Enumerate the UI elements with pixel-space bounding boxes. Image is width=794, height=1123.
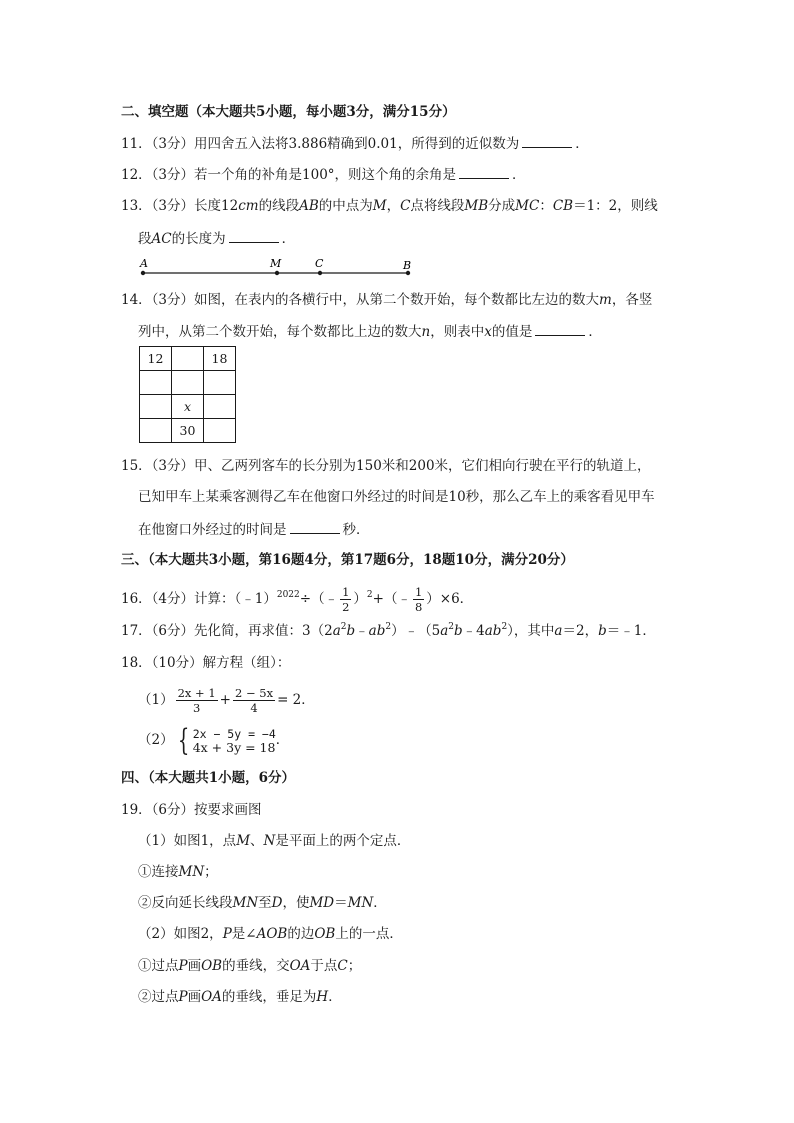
table-cell	[204, 395, 236, 419]
section-heading-4: 四、（本大题共1小题，6分）	[121, 770, 296, 786]
table-cell	[172, 371, 204, 395]
question-13-line-1: 13．（3分）长度12cm的线段AB的中点为M，C点将线段MB分成MC：CB＝1：2，则线	[121, 198, 658, 214]
answer-blank	[290, 520, 340, 534]
question-18: 18．（10分）解方程（组）：	[121, 655, 291, 671]
fraction-half: $\frac{1}{2}$	[342, 585, 350, 614]
question-15-line-1: 15．（3分）甲、乙两列客车的长分别为150米和200米，它们相向行驶在平行的轨道上，	[121, 458, 651, 474]
point-a-dot	[141, 271, 145, 275]
equation-system: 2x − 5y = −4 4x + 3y = 18	[192, 726, 276, 755]
fraction-left: $\frac{2x + 1}{3}$	[177, 686, 216, 715]
table-cell	[204, 419, 236, 443]
table-cell: 12	[140, 347, 172, 371]
point-c-dot	[318, 271, 322, 275]
question-19-step-3: ①过点P画OB的垂线，交OA于点C；	[138, 958, 362, 974]
section-heading-3: 三、（本大题共3小题，第16题4分，第17题6分，18题10分，满分20分）	[121, 552, 574, 568]
question-19-step-4: ②过点P画OA的垂线，垂足为H．	[138, 989, 342, 1005]
question-19-step-1: ①连接MN；	[138, 864, 218, 880]
number-table	[139, 346, 236, 443]
table-row	[140, 371, 236, 395]
table-cell	[140, 371, 172, 395]
question-18-part-2: （2） { 2x − 5y = −4 4x + 3y = 18 ．	[138, 722, 290, 758]
table-cell: x	[172, 395, 204, 419]
question-19-part-1: （1）如图1，点M、N是平面上的两个定点．	[138, 833, 411, 849]
question-17: 17．（6分）先化简，再求值：$3(2a^2b﹣ab^2)﹣(5a^2b﹣4ab^2)$，其中a＝2，b＝﹣1．	[121, 622, 656, 639]
question-19-part-2: （2）如图2，P是∠AOB的边OB上的一点．	[138, 926, 403, 942]
table-cell	[204, 371, 236, 395]
table-cell	[172, 347, 204, 371]
answer-blank	[229, 229, 279, 243]
point-c-label: C	[315, 257, 324, 270]
question-15-line-2: 已知甲车上某乘客测得乙车在他窗口外经过的时间是10秒，那么乙车上的乘客看见甲车	[138, 489, 655, 505]
table-cell: 30	[172, 419, 204, 443]
question-15-line-3: 在他窗口外经过的时间是 秒．	[138, 522, 370, 538]
question-18-part-1: （1） $\frac{2x + 1}{3}$ + $\frac{2 - 5x}{4}$ = 2．	[138, 686, 315, 715]
table-cell	[140, 419, 172, 443]
question-11: 11．（3分）用四舍五入法将3.886精确到0.01，所得到的近似数为 ．	[121, 136, 589, 152]
table-cell	[140, 395, 172, 419]
question-19-step-2: ②反向延长线段MN至D，使MD＝MN．	[138, 895, 387, 911]
answer-blank	[522, 134, 572, 148]
question-12: 12．（3分）若一个角的补角是100°，则这个角的余角是 ．	[121, 167, 526, 183]
question-19: 19．（6分）按要求画图	[121, 802, 262, 818]
question-13-line-2: 段AC的长度为 ．	[138, 231, 296, 247]
table-row	[140, 419, 236, 443]
question-16: 16．（4分）计算：（﹣1）$^{2022}$÷（﹣ $\frac{1}{2}$ ）$^2$+（﹣ $\frac{1}{8}$ ）×6．	[121, 585, 474, 614]
answer-blank	[459, 165, 509, 179]
fraction-eighth: $\frac{1}{8}$	[414, 585, 423, 614]
question-14-line-1: 14．（3分）如图，在表内的各横行中，从第二个数开始，每个数都比左边的数大m，各竖	[121, 292, 653, 308]
point-b-label: B	[403, 259, 412, 272]
fraction-right: $\frac{2 - 5x}{4}$	[234, 686, 274, 715]
brace-symbol: {	[177, 722, 189, 758]
question-14-line-2: 列中，从第二个数开始，每个数都比上边的数大n，则表中x的值是 ．	[138, 324, 602, 340]
table-row	[140, 395, 236, 419]
point-m-label: M	[270, 257, 282, 270]
table-cell: 18	[204, 347, 236, 371]
table-row	[140, 347, 236, 371]
section-heading-2: 二、填空题（本大题共5小题，每小题3分，满分15分）	[121, 104, 456, 120]
point-m-dot	[275, 271, 279, 275]
point-a-label: A	[140, 257, 148, 270]
answer-blank	[535, 322, 585, 336]
segment-figure	[135, 255, 425, 281]
